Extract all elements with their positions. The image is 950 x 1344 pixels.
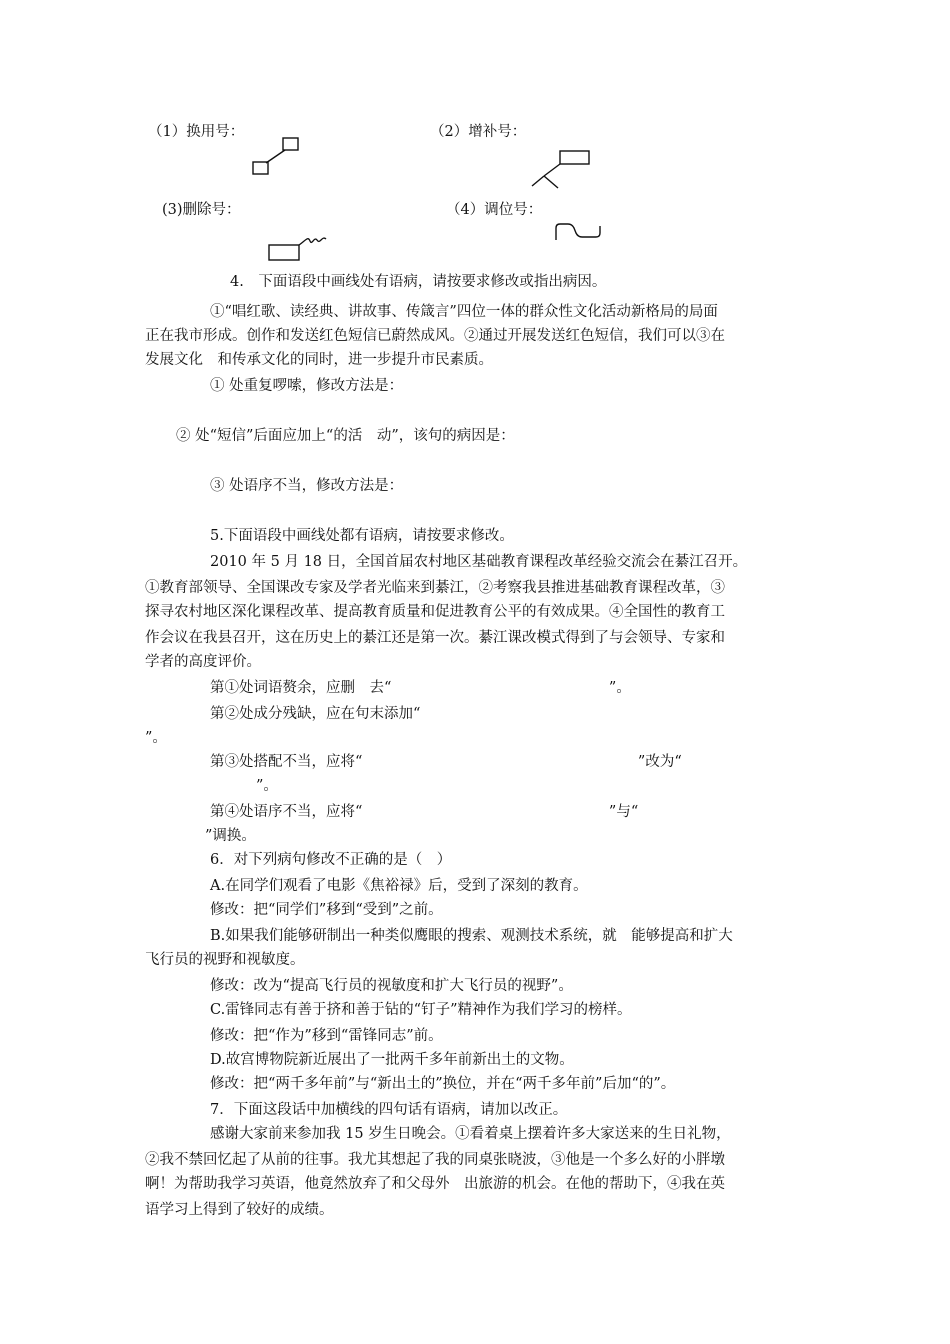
q7-paragraph-line: 感谢大家前来参加我 15 岁生日晚会。①看着桌上摆着许多大家送来的生日礼物，: [210, 1126, 731, 1142]
q5-paragraph-line: 2010 年 5 月 18 日，全国首届农村地区基础教育课程改革经验交流会在綦江召开。: [210, 554, 748, 570]
q6-option-b: B.如果我们能够研制出一种类似鹰眼的搜索、观测技术系统，就 能够提高和扩大: [210, 928, 733, 944]
q4-answer-2: ② 处“短信”后面应加上“的活 动”，该句的病因是：: [176, 428, 515, 444]
q7-paragraph-line: ②我不禁回忆起了从前的往事。我尤其想起了我的同桌张晓波，③他是一个多么好的小胖墩: [145, 1152, 725, 1168]
q5-answer-4: 第④处语序不当，应将“ ”与“: [210, 804, 639, 820]
q5-paragraph-line: 学者的高度评价。: [145, 654, 261, 670]
q5-answer-2-end: ”。: [145, 730, 167, 746]
insert-mark-label: （2）增补号：: [430, 124, 527, 140]
q6-option-d: D.故宫博物院新近展出了一批两千多年前新出土的文物。: [210, 1052, 574, 1068]
delete-mark-label: (3)删除号：: [162, 202, 241, 218]
q4-paragraph-line: 正在我市形成。创作和发送红色短信已蔚然成风。②通过开展发送红色短信，我们可以③在: [145, 328, 725, 344]
reorder-mark-label: （4）调位号：: [446, 202, 543, 218]
q7-paragraph-line: 语学习上得到了较好的成绩。: [145, 1202, 334, 1218]
q4-answer-1: ① 处重复啰嗦，修改方法是：: [210, 378, 404, 394]
q4-title: 4. 下面语段中画线处有语病，请按要求修改或指出病因。: [230, 274, 607, 290]
q5-answer-2: 第②处成分残缺，应在句末添加“: [210, 706, 421, 722]
insert-mark-icon: [530, 146, 596, 192]
reorder-mark-icon: [552, 220, 608, 244]
q5-paragraph-line: 作会议在我县召开，这在历史上的綦江还是第一次。綦江课改模式得到了与会领导、专家和: [145, 630, 725, 646]
q6-option-c: C.雷锋同志有善于挤和善于钻的“钉子”精神作为我们学习的榜样。: [210, 1002, 632, 1018]
q6-option-a: A.在同学们观看了电影《焦裕禄》后，受到了深刻的教育。: [210, 878, 588, 894]
q4-paragraph-line: ①“唱红歌、读经典、讲故事、传箴言”四位一体的群众性文化活动新格局的局面: [210, 304, 718, 320]
q5-paragraph-line: ①教育部领导、全国课改专家及学者光临来到綦江，②考察我县推进基础教育课程改革，③: [145, 580, 725, 596]
q6-option-b-fix: 修改：改为“提高飞行员的视敏度和扩大飞行员的视野”。: [210, 978, 573, 994]
q7-title: 7．下面这段话中加横线的四句话有语病，请加以改正。: [210, 1102, 568, 1118]
q6-title: 6．对下列病句修改不正确的是（ ）: [210, 852, 452, 868]
q5-paragraph-line: 探寻农村地区深化课程改革、提高教育质量和促进教育公平的有效成果。④全国性的教育工: [145, 604, 725, 620]
q6-option-b-cont: 飞行员的视野和视敏度。: [145, 952, 305, 968]
q7-paragraph-line: 啊！为帮助我学习英语，他竟然放弃了和父母外 出旅游的机会。在他的帮助下，④我在英: [145, 1176, 725, 1192]
delete-mark-icon: [266, 232, 330, 266]
q6-option-c-fix: 修改：把“作为”移到“雷锋同志”前。: [210, 1028, 443, 1044]
q5-title: 5.下面语段中画线处都有语病，请按要求修改。: [210, 528, 514, 544]
swap-mark-icon: [250, 136, 302, 178]
q6-option-a-fix: 修改：把“同学们”移到“受到”之前。: [210, 902, 443, 918]
q5-answer-3-end: ”。: [256, 778, 278, 794]
swap-mark-label: （1）换用号：: [148, 124, 245, 140]
q4-paragraph-line: 发展文化 和传承文化的同时，进一步提升市民素质。: [145, 352, 493, 368]
q4-answer-3: ③ 处语序不当，修改方法是：: [210, 478, 404, 494]
q5-answer-1: 第①处词语赘余，应删 去“ ”。: [210, 680, 631, 696]
q5-answer-3: 第③处搭配不当，应将“ ”改为“: [210, 754, 682, 770]
q6-option-d-fix: 修改：把“两千多年前”与“新出土的”换位，并在“两千多年前”后加“的”。: [210, 1076, 676, 1092]
q5-answer-4-end: ”调换。: [205, 828, 256, 844]
